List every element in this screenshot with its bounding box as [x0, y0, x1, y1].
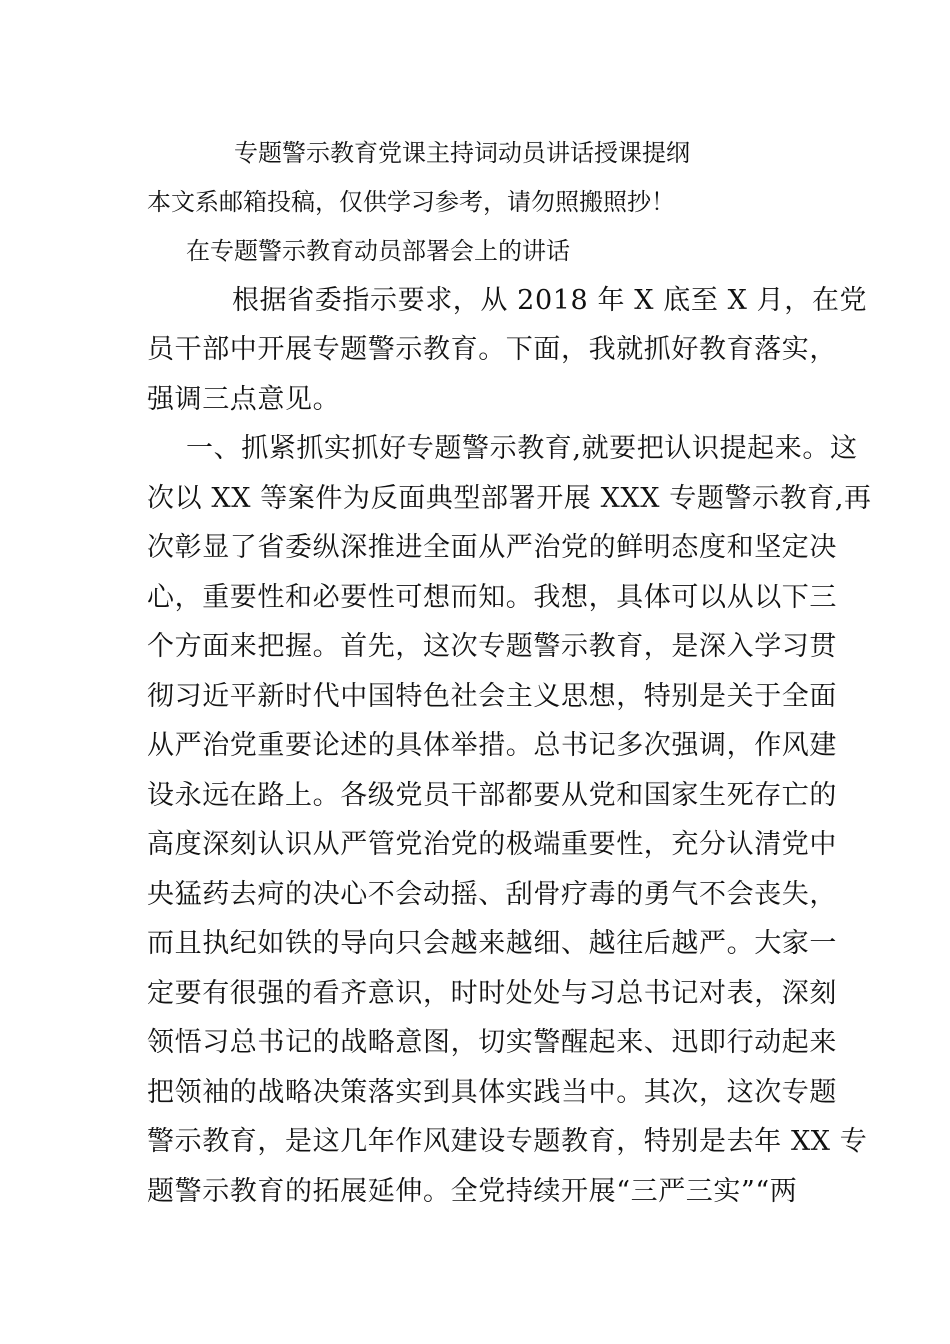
body-line-11: 设永远在路上。各级党员干部都要从党和国家生死存亡的	[147, 780, 837, 811]
body-line-16: 领悟习总书记的战略意图，切实警醒起来、迅即行动起来	[147, 1027, 837, 1058]
body-line-19: 题警示教育的拓展延伸。全党持续开展“三严三实”“两	[147, 1176, 798, 1207]
document-subtitle: 在专题警示教育动员部署会上的讲话	[186, 237, 570, 265]
body-line-14: 而且执纪如铁的导向只会越来越细、越往后越严。大家一	[147, 928, 837, 959]
body-line-5: 次以 XX 等案件为反面典型部署开展 XXX 专题警示教育,再	[147, 483, 872, 514]
body-line-6: 次彰显了省委纵深推进全面从严治党的鲜明态度和坚定决	[147, 532, 837, 563]
document-note: 本文系邮箱投稿，仅供学习参考，请勿照搬照抄！	[147, 188, 675, 216]
body-line-4: 一、抓紧抓实抓好专题警示教育,就要把认识提起来。这	[186, 433, 858, 464]
body-line-1: 根据省委指示要求，从 2018 年 X 底至 X 月，在党	[232, 285, 868, 316]
body-line-12: 高度深刻认识从严管党治党的极端重要性，充分认清党中	[147, 829, 837, 860]
body-line-10: 从严治党重要论述的具体举措。总书记多次强调，作风建	[147, 730, 837, 761]
body-line-17: 把领袖的战略决策落实到具体实践当中。其次，这次专题	[147, 1077, 837, 1108]
body-line-2: 员干部中开展专题警示教育。下面，我就抓好教育落实，	[147, 334, 837, 365]
body-line-7: 心，重要性和必要性可想而知。我想，具体可以从以下三	[147, 582, 837, 613]
body-line-15: 定要有很强的看齐意识，时时处处与习总书记对表，深刻	[147, 978, 837, 1009]
document-title: 专题警示教育党课主持词动员讲话授课提纲	[234, 139, 690, 167]
body-line-18: 警示教育，是这几年作风建设专题教育，特别是去年 XX 专	[147, 1126, 868, 1157]
body-line-13: 央猛药去疴的决心不会动摇、刮骨疗毒的勇气不会丧失，	[147, 879, 837, 910]
body-line-9: 彻习近平新时代中国特色社会主义思想，特别是关于全面	[147, 681, 837, 712]
body-line-8: 个方面来把握。首先，这次专题警示教育，是深入学习贯	[147, 631, 837, 662]
body-line-3: 强调三点意见。	[147, 384, 341, 415]
